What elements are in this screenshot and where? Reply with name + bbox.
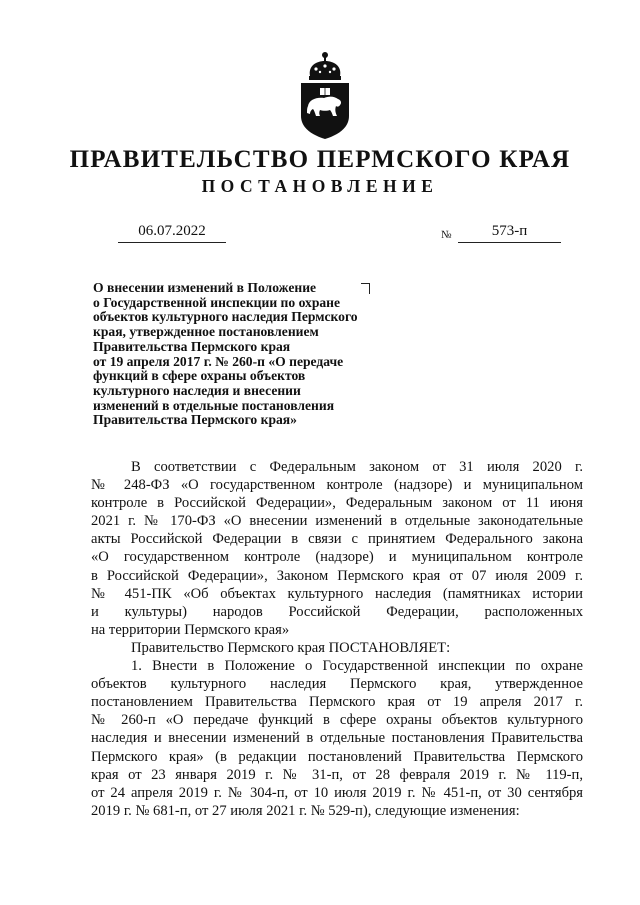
- body-line: края от 23 января 2019 г. № 31-п, от 28 февраля 2019 г. № 119-п,: [91, 766, 583, 783]
- subject-line: функций в сфере охраны объектов: [93, 368, 306, 384]
- subject-line: О внесении изменений в Положение: [93, 280, 317, 295]
- number-sign: №: [441, 229, 452, 241]
- body-line: № 451-ПК «Об объектах культурного наследия (памятниках истории: [91, 585, 583, 602]
- body-line: наследия и внесении изменений в отдельные постановления Правительства: [91, 730, 583, 747]
- subject-line: от 19 апреля 2017 г. № 260-п «О передаче: [93, 353, 344, 369]
- body-line: 2019 г. № 681-п, от 27 июля 2021 г. № 529-п), следующие изменения:: [91, 802, 520, 819]
- document-date: 06.07.2022: [138, 223, 206, 239]
- body-line: Пермского края» (в редакции постановлений Правительства Пермского: [91, 748, 583, 765]
- coat-of-arms-icon: [296, 50, 354, 140]
- body-line: и культуры) народов Российской Федерации, расположенных: [91, 603, 583, 620]
- body-line: на территории Пермского края»: [91, 621, 290, 638]
- body-line: В соответствии с Федеральным законом от 31 июля 2020 г.: [131, 459, 583, 475]
- document-subject: [93, 281, 393, 428]
- subject-corner-mark: [361, 283, 370, 294]
- body-line: 1. Внести в Положение о Государственной инспекции по охране: [131, 658, 583, 675]
- subject-line: Правительства Пермского края»: [93, 412, 297, 428]
- subject-line: Правительства Пермского края: [93, 338, 291, 354]
- number-underline: [458, 242, 561, 243]
- body-line: 2021 г. № 170-ФЗ «О внесении изменений в отдельные законодательные: [91, 513, 583, 530]
- subject-line: объектов культурного наследия Пермского: [93, 309, 358, 325]
- preamble-paragraph: [91, 458, 583, 639]
- body-line: постановлением Правительства Пермского края от 19 апреля 2017 г.: [91, 694, 583, 711]
- subject-line: изменений в отдельные постановления: [93, 397, 335, 413]
- body-line: Правительство Пермского края ПОСТАНОВЛЯЕТ:: [131, 639, 451, 656]
- body-line: «О государственном контроле (надзоре) и муниципальном контроле: [91, 549, 583, 566]
- body-line: контроле в Российской Федерации», Федеральным законом от 11 июня: [91, 495, 583, 512]
- date-underline: [118, 242, 226, 243]
- body-line: № 260-п «О передаче функций в сфере охраны объектов культурного: [91, 712, 583, 729]
- subject-line: культурного наследия и внесении: [93, 382, 301, 398]
- organization-title: ПРАВИТЕЛЬСТВО ПЕРМСКОГО КРАЯ: [69, 146, 571, 173]
- resolution-paragraph: [91, 639, 583, 657]
- body-line: объектов культурного наследия Пермского края, утвержденное: [91, 676, 583, 693]
- body-line: в Российской Федерации», Законом Пермского края от 07 июля 2009 г.: [91, 567, 583, 584]
- body-line: № 248-ФЗ «О государственном контроле (надзоре) и муниципальном: [91, 477, 583, 494]
- body-line: акты Российской Федерации в связи с принятием Федерального закона: [91, 531, 583, 548]
- subject-line: края, утвержденное постановлением: [93, 324, 319, 340]
- body-line: от 24 апреля 2019 г. № 304-п, от 10 июля 2019 г. № 451-п, от 30 сентября: [91, 784, 583, 801]
- subject-line: о Государственной инспекции по охране: [93, 294, 341, 310]
- document-number: 573-п: [491, 223, 528, 239]
- document-type: ПОСТАНОВЛЕНИЕ: [201, 176, 439, 196]
- item-1-paragraph: [91, 657, 583, 820]
- document-body: [91, 458, 583, 820]
